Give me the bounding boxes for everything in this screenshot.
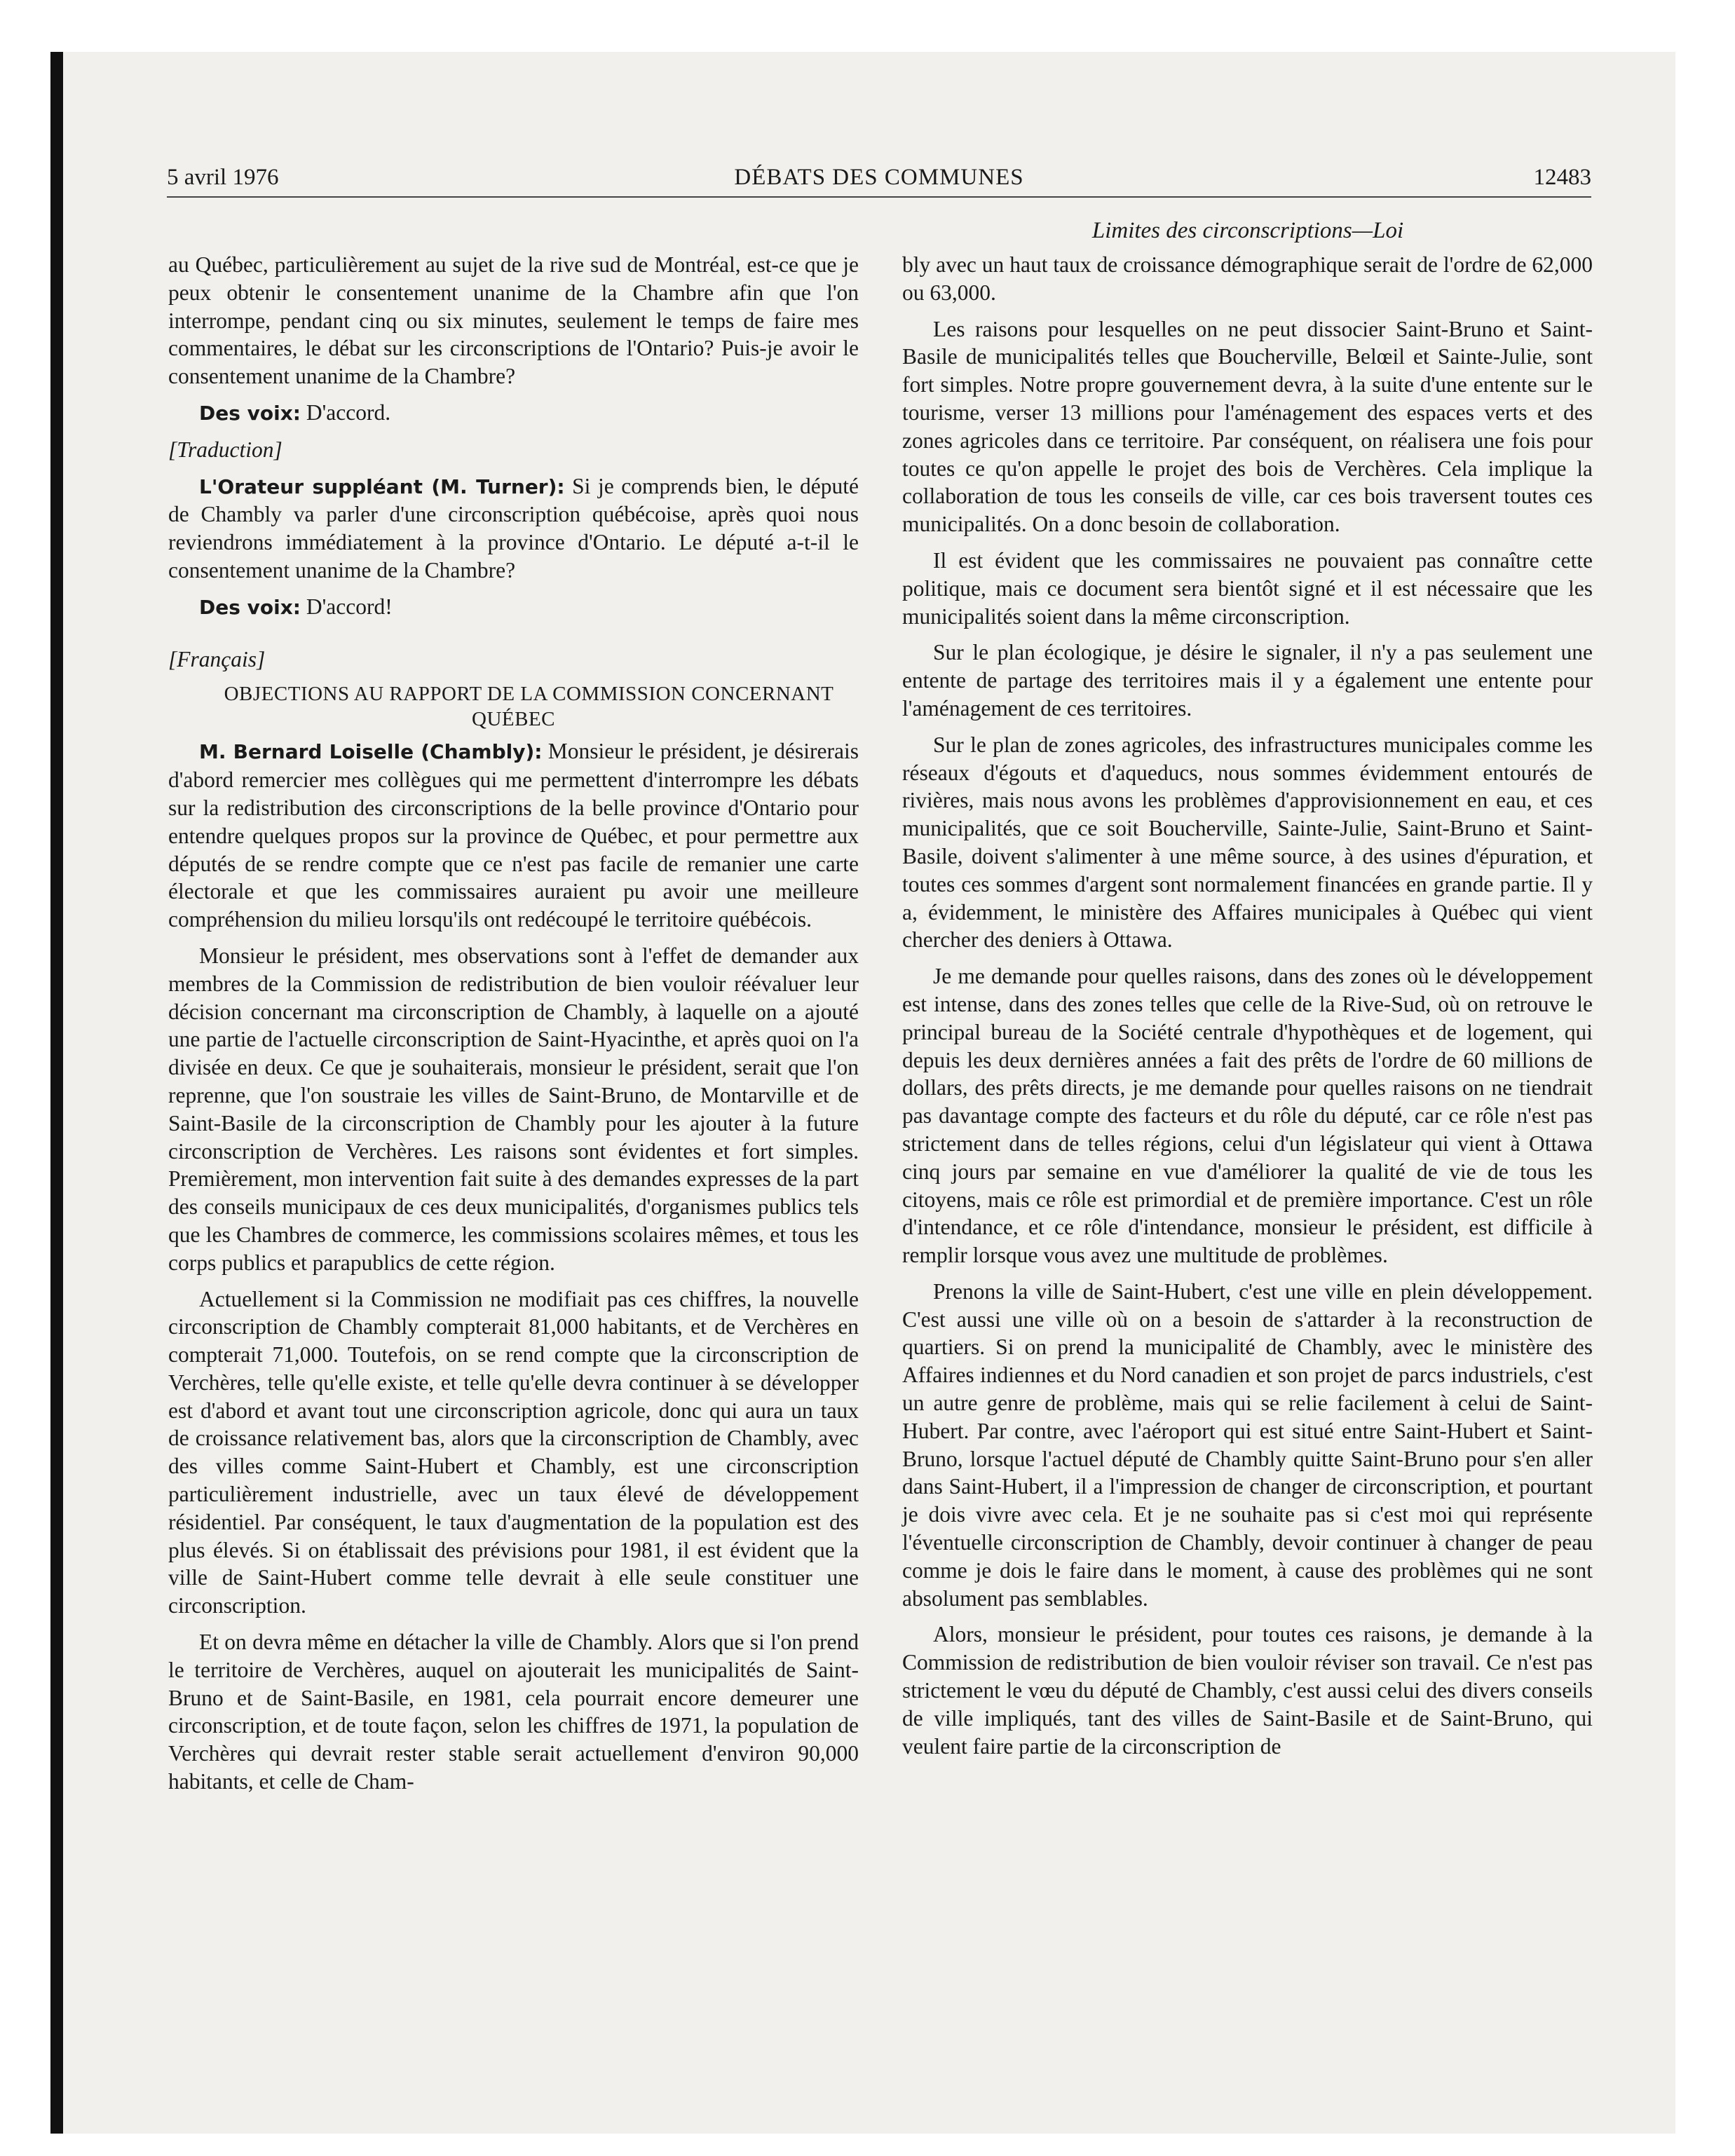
paragraph: Les raisons pour lesquelles on ne peut dissocier Saint-Bruno et Saint-Basile de municipalités telles que Boucherville, Belœil et Sainte-Julie, sont fort simples. Notre propre gouvernement devra, à la suite d'une entente sur le tourisme, verser 13 millions pour l'aménagement des espaces verts et des zones agricoles dans ce territoire. Par conséquent, on réalisera une fois pour toutes ce qu'on appelle le projet des bois de Verchères. Cela implique la collaboration de tous les conseils de ville, car ces bois traversent toutes ces municipalités. On a donc besoin de collaboration. bbox=[902, 316, 1593, 537]
speech bbox=[168, 472, 859, 585]
paragraph: Actuellement si la Commission ne modifiait pas ces chiffres, la nouvelle circonscription de Chambly compterait 81,000 habitants, et de Verchères en compterait 71,000. Toutefois, on se rend compte que la circonscription de Verchères, telle qu'elle existe, et telle qu'elle devra continuer à se développer est d'abord et avant tout une circonscription agricole, donc qui aura un taux de croissance relativement bas, alors que la circonscription de Chambly, avec des villes comme Saint-Hubert et Chambly, est une circonscription particulièrement industrielle, avec un taux élevé de développement résidentiel. Par conséquent, le taux d'augmentation de la population est des plus élevés. Si on établissait des prévisions pour 1981, il est évident que la ville de Saint-Hubert comme telle devrait à elle seule constituer une circonscription. bbox=[168, 1286, 859, 1618]
speech bbox=[168, 737, 859, 934]
right-column bbox=[902, 251, 1593, 1768]
running-title: Limites des circonscriptions—Loi bbox=[1091, 218, 1404, 243]
language-note: [Traduction] bbox=[168, 437, 283, 462]
paragraph: Sur le plan écologique, je désire le signaler, il n'y a pas seulement une entente de partage des territoires mais il y a également une entente pour l'aménagement de ces territoires. bbox=[902, 640, 1593, 721]
speech-text: Monsieur le président, je désirerais d'abord remercier mes collègues qui me permettent d'interrompre les débats sur la redistribution des circonscriptions de la belle province d'Ontario pour entendre quelques propos sur la province de Québec, et pour permettre aux députés de se rendre compte que ce n'est pas facile de remanier une carte électorale et que les commissaires auraient pu avoir une meilleure compréhension du milieu lorsqu'ils ont redécoupé le territoire québécois. bbox=[168, 739, 859, 932]
speaker-name: M. Bernard Loiselle (Chambly): bbox=[199, 740, 543, 764]
paragraph: Et on devra même en détacher la ville de Chambly. Alors que si l'on prend le territoire de Verchères, auquel on ajouterait les municipalités de Saint-Bruno et de Saint-Basile, en 1981, cela pourrait encore demeurer une circonscription, et de toute façon, selon les chiffres de 1971, la population de Verchères qui devrait rester stable serait actuellement d'environ 90,000 habitants, et celle de Cham- bbox=[168, 1630, 859, 1794]
paragraph: Sur le plan de zones agricoles, des infrastructures municipales comme les réseaux d'égouts et d'aqueducs, nous sommes évidemment entourés de rivières, mais nous avons les problèmes d'approvisionnement en eau, et ces municipalités, que ce soit Boucherville, Sainte-Julie, Saint-Bruno et Saint-Basile, doivent s'alimenter à une même source, à des usines d'épuration, et toutes ces sommes d'argent sont normalement financées en grande partie. Il y a, évidemment, le ministère des Affaires municipales à Québec qui vient chercher des deniers à Ottawa. bbox=[902, 732, 1593, 953]
spacer bbox=[168, 630, 859, 646]
speaker-name: Des voix: bbox=[199, 595, 301, 619]
section-heading: OBJECTIONS AU RAPPORT DE LA COMMISSION CONCERNANT QUÉBEC bbox=[224, 683, 834, 731]
header-page-number: 12483 bbox=[1533, 165, 1591, 190]
scan-border bbox=[50, 52, 63, 2134]
paragraph: au Québec, particulièrement au sujet de la rive sud de Montréal, est-ce que je peux obtenir le consentement unanime de la Chambre afin que l'on interrompe, pendant cinq ou six minutes, seulement le temps de faire mes commentaires, le débat sur les circonscriptions de l'Ontario? Puis-je avoir le consentement unanime de la Chambre? bbox=[168, 252, 859, 389]
paragraph: Monsieur le président, mes observations sont à l'effet de demander aux membres de la Commission de redistribution de bien vouloir réévaluer leur décision concernant ma circonscription de Chambly, à laquelle on a ajouté une partie de l'actuelle circonscription de Saint-Hyacinthe, et après quoi on l'a divisée en deux. Ce que je souhaiterais, monsieur le président, serait que l'on reprenne, que l'on soustraie les villes de Saint-Bruno, de Montarville et de Saint-Basile de la circonscription de Chambly pour les ajouter à la future circonscription de Verchères. Les raisons sont évidentes et fort simples. Premièrement, mon intervention fait suite à des demandes expresses de la part des conseils municipaux de ces deux municipalités, d'organismes publics tels que les Chambres de commerce, les commissions scolaires mêmes, et tous les corps publics et parapublics de cette région. bbox=[168, 943, 859, 1275]
language-note: [Français] bbox=[168, 646, 266, 671]
page-header bbox=[167, 158, 1591, 198]
paragraph: bly avec un haut taux de croissance démographique serait de l'ordre de 62,000 ou 63,000. bbox=[902, 252, 1593, 305]
header-title: DÉBATS DES COMMUNES bbox=[734, 165, 1024, 190]
paragraph: Je me demande pour quelles raisons, dans des zones où le développement est intense, dans des zones telles que celle de la Rive-Sud, où on retrouve le principal bureau de la Société centrale d'hypothèques et de logement, qui depuis les deux dernières années a fait des prêts de l'ordre de 60 millions de dollars, des prêts directs, je me demande pour quelles raisons on ne tiendrait pas davantage compte des facteurs et du rôle du député, car ce rôle n'est pas strictement dans de telles régions, celui d'un législateur qui vient à Ottawa cinq jours par semaine en vue d'améliorer la qualité de vie de tous les citoyens, mais ce rôle est primordial et de première importance. C'est un rôle d'intendance, et ce rôle d'intendance, monsieur le président, est difficile à remplir lorsque vous avez une multitude de problèmes. bbox=[902, 964, 1593, 1268]
speaker-name: L'Orateur suppléant (M. Turner): bbox=[199, 475, 565, 498]
speech-text: D'accord! bbox=[301, 594, 393, 619]
speaker-name: Des voix: bbox=[199, 401, 301, 425]
speech bbox=[168, 399, 859, 428]
header-date: 5 avril 1976 bbox=[167, 165, 279, 190]
left-column bbox=[168, 251, 859, 1804]
paragraph: Alors, monsieur le président, pour toutes ces raisons, je demande à la Commission de redistribution de bien vouloir réviser son travail. Ce n'est pas strictement le vœu du député de Chambly, c'est aussi celui des divers conseils de ville impliqués, tant des villes de Saint-Basile et de Saint-Bruno, qui veulent faire partie de la circonscription de bbox=[902, 1622, 1593, 1759]
speech-text: D'accord. bbox=[301, 400, 391, 425]
speech-text: Si je comprends bien, le député de Chambly va parler d'une circonscription québécoise, après quoi nous reviendrons immédiatement à la province d'Ontario. Le député a-t-il le consentement unanime de la Chambre? bbox=[168, 473, 859, 582]
paragraph: Prenons la ville de Saint-Hubert, c'est une ville en plein développement. C'est aussi une ville où on a besoin de s'attarder à la reconstruction de quartiers. Si on prend la municipalité de Chambly, avec le ministère des Affaires indiennes et du Nord canadien et son projet de parcs industriels, c'est un autre genre de problème, mais qui se relie facilement à celui de Saint-Hubert. Par contre, avec l'aéroport qui est situé entre Saint-Hubert et Saint-Bruno, lorsque l'actuel député de Chambly quitte Saint-Bruno pour s'en aller dans Saint-Hubert, il a l'impression de changer de circonscription, et pourtant je dois vivre avec cela. Et je ne souhaite pas si c'est moi qui représente l'éventuelle circonscription de Chambly, devoir continuer à changer de peau comme je dois le faire dans le moment, à cause des problèmes qui ne sont absolument pas semblables. bbox=[902, 1278, 1593, 1611]
paragraph: Il est évident que les commissaires ne pouvaient pas connaître cette politique, mais ce document sera bientôt signé et il est nécessaire que les municipalités soient dans la même circonscription. bbox=[902, 547, 1593, 629]
speech bbox=[168, 593, 859, 622]
